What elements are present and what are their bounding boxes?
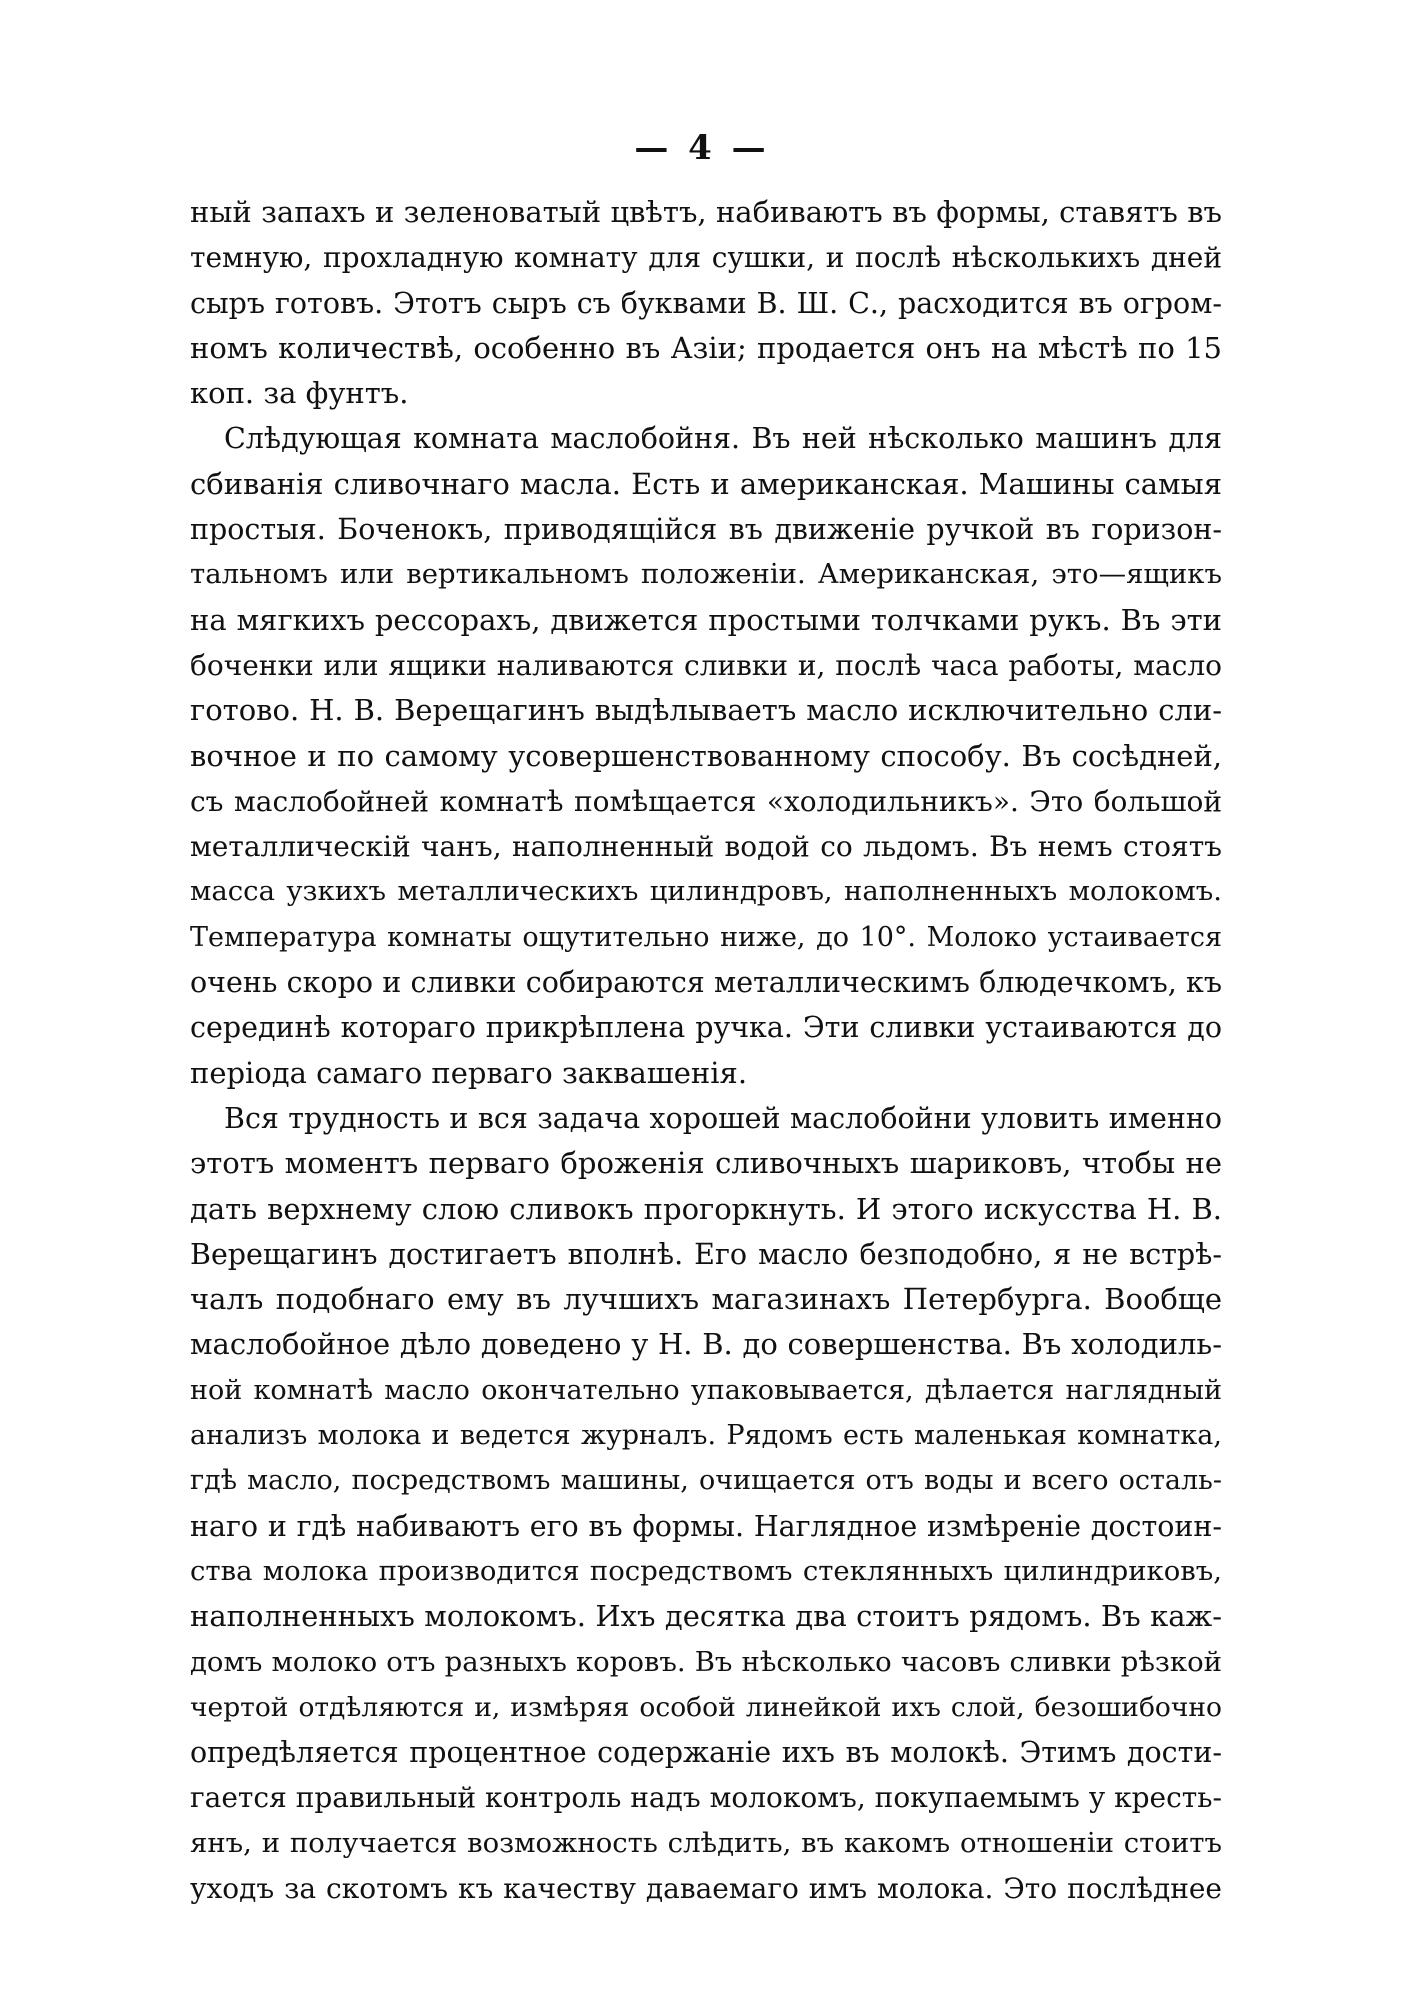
text-line: боченки или ящики наливаются сливки и, послѣ часа работы, масло bbox=[190, 648, 1222, 682]
text-line: чертой отдѣляются и, измѣряя особой линейкой ихъ слой, безошибочно bbox=[190, 1691, 1222, 1723]
text-line: тальномъ или вертикальномъ положеніи. Американская, это—ящикъ bbox=[190, 558, 1222, 591]
text-line: Вся трудность и вся задача хорошей маслобойни уловить именно bbox=[224, 1101, 1222, 1135]
text-line: чалъ подобнаго ему въ лучшихъ магазинахъ Петербурга. Вообще bbox=[190, 1282, 1222, 1317]
text-line: простыя. Боченокъ, приводящійся въ движеніе ручкой въ горизон- bbox=[190, 513, 1222, 547]
text-line: наполненныхъ молокомъ. Ихъ десятка два стоитъ рядомъ. Въ каж- bbox=[190, 1599, 1222, 1634]
text-line: съ маслобойней комнатѣ помѣщается «холодильникъ». Это большой bbox=[190, 784, 1222, 818]
text-line: металлическій чанъ, наполненный водой со льдомъ. Въ немъ стоятъ bbox=[190, 830, 1222, 864]
text-line: вочное и по самому усовершенствованному способу. Въ сосѣдней, bbox=[190, 738, 1222, 773]
text-line: анализъ молока и ведется журналъ. Рядомъ есть маленькая комнатка, bbox=[190, 1420, 1222, 1452]
text-line: гается правильный контроль надъ молокомъ, покупаемымъ у кресть- bbox=[190, 1781, 1222, 1815]
text-line: сбиванія сливочнаго масла. Есть и американская. Машины самыя bbox=[190, 466, 1222, 501]
text-line: ной комнатѣ масло окончательно упаковывается, дѣлается наглядный bbox=[190, 1374, 1222, 1406]
text-line: уходъ за скотомъ къ качеству даваемаго имъ молока. Это послѣднее bbox=[190, 1871, 1222, 1905]
text-line: ства молока производится посредствомъ стеклянныхъ цилиндриковъ, bbox=[190, 1554, 1222, 1587]
text-line: опредѣляется процентное содержаніе ихъ въ молокѣ. Этимъ дости- bbox=[190, 1736, 1222, 1770]
text-line: маслобойное дѣло доведено у Н. В. до совершенства. Въ холодиль- bbox=[190, 1327, 1222, 1362]
text-line: Верещагинъ достигаетъ вполнѣ. Его масло безподобно, я не встрѣ- bbox=[190, 1237, 1222, 1271]
text-line: коп. за фунтъ. bbox=[190, 376, 409, 411]
text-line: серединѣ котораго прикрѣплена ручка. Эти сливки устаиваются до bbox=[190, 1011, 1222, 1045]
text-line: очень скоро и сливки собираются металлическимъ блюдечкомъ, къ bbox=[190, 966, 1222, 1000]
text-line: Слѣдующая комната маслобойня. Въ ней нѣсколько машинъ для bbox=[224, 422, 1222, 456]
text-line: янъ, и получается возможность слѣдить, въ какомъ отношеніи стоитъ bbox=[190, 1826, 1222, 1859]
body-text bbox=[190, 190, 1222, 1911]
text-line: на мягкихъ рессорахъ, движется простыми толчками рукъ. Въ эти bbox=[190, 602, 1222, 637]
text-line: темную, прохладную комнату для сушки, и послѣ нѣсколькихъ дней bbox=[190, 241, 1222, 275]
text-line: масса узкихъ металлическихъ цилиндровъ, наполненныхъ молокомъ. bbox=[190, 875, 1222, 908]
text-line: ный запахъ и зеленоватый цвѣтъ, набиваютъ въ формы, ставятъ въ bbox=[190, 195, 1222, 229]
text-line: этотъ моментъ перваго броженія сливочныхъ шариковъ, чтобы не bbox=[190, 1146, 1222, 1181]
page-number: — 4 — bbox=[634, 128, 770, 168]
text-line: Температура комнаты ощутительно ниже, до 10°. Молоко устаивается bbox=[190, 921, 1222, 953]
text-line: дать верхнему слою сливокъ прогоркнуть. И этого искусства Н. В. bbox=[190, 1191, 1222, 1226]
text-line: сыръ готовъ. Этотъ сыръ съ буквами В. Ш. С., расходится въ огром- bbox=[190, 286, 1222, 320]
text-line: номъ количествѣ, особенно въ Азіи; продается онъ на мѣстѣ по 15 bbox=[190, 330, 1222, 365]
text-line: наго и гдѣ набиваютъ его въ формы. Наглядное измѣреніе достоин- bbox=[190, 1509, 1222, 1543]
text-line: готово. Н. В. Верещагинъ выдѣлываетъ масло исключительно сли- bbox=[190, 693, 1222, 728]
text-line: періода самаго перваго заквашенія. bbox=[190, 1055, 748, 1090]
text-line: домъ молоко отъ разныхъ коровъ. Въ нѣсколько часовъ сливки рѣзкой bbox=[190, 1645, 1222, 1678]
text-line: гдѣ масло, посредствомъ машины, очищается отъ воды и всего осталь- bbox=[190, 1465, 1222, 1497]
